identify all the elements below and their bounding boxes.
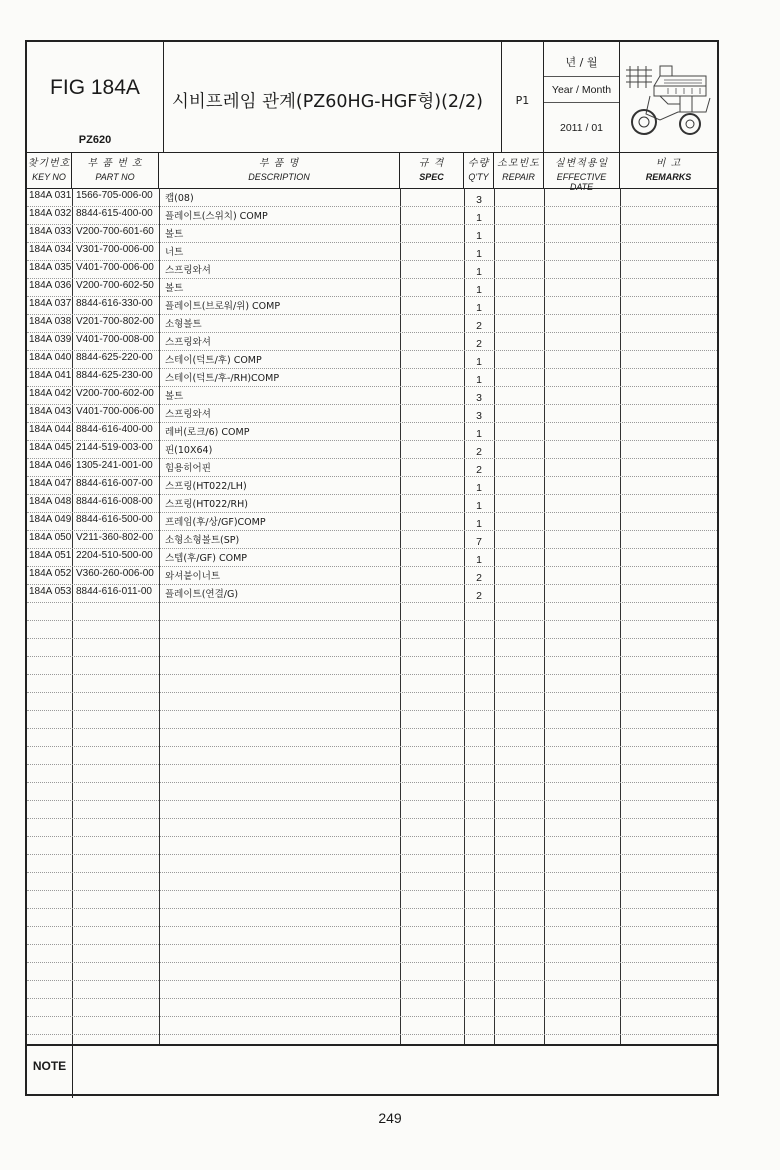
page-number: 249 xyxy=(378,1110,402,1126)
year-month-label-ko: 년 / 월 xyxy=(544,42,619,77)
key-no-cell: 184A 032 xyxy=(29,208,72,219)
part-no-cell: V401-700-006-00 xyxy=(76,262,154,273)
qty-cell: 1 xyxy=(476,266,482,278)
table-row xyxy=(27,404,717,422)
key-no-cell: 184A 035 xyxy=(29,262,72,273)
col-spec-ko: 규 격 xyxy=(418,158,445,169)
qty-cell: 1 xyxy=(476,284,482,296)
key-no-cell: 184A 034 xyxy=(29,244,72,255)
description-cell: 볼트 xyxy=(165,391,184,402)
col-part-no-en: PART NO xyxy=(95,172,135,182)
parts-sheet xyxy=(25,40,719,1096)
col-qty xyxy=(464,152,494,188)
key-no-cell: 184A 036 xyxy=(29,280,72,291)
qty-cell: 2 xyxy=(476,446,482,458)
key-no-cell: 184A 048 xyxy=(29,496,72,507)
table-row xyxy=(27,440,717,458)
description-cell: 스프링와셔 xyxy=(165,265,211,276)
col-remarks-ko: 비 고 xyxy=(655,158,682,169)
table-row xyxy=(27,584,717,602)
description-cell: 프레임(후/상/GF)COMP xyxy=(165,517,266,528)
key-no-cell: 184A 040 xyxy=(29,352,72,363)
description-cell: 핀(10X64) xyxy=(165,445,213,456)
part-no-cell: V360-260-006-00 xyxy=(76,568,154,579)
table-row xyxy=(27,224,717,242)
qty-cell: 1 xyxy=(476,482,482,494)
part-no-cell: V301-700-006-00 xyxy=(76,244,154,255)
col-description-en: DESCRIPTION xyxy=(248,172,310,182)
key-no-cell: 184A 050 xyxy=(29,532,72,543)
part-no-cell: V200-700-601-60 xyxy=(76,226,154,237)
col-repair-en: REPAIR xyxy=(502,172,535,182)
col-part-no-ko: 부 품 번 호 xyxy=(87,158,143,169)
key-no-cell: 184A 041 xyxy=(29,370,72,381)
qty-cell: 3 xyxy=(476,194,482,206)
qty-cell: 2 xyxy=(476,572,482,584)
table-row xyxy=(27,296,717,314)
description-cell: 플레이트(스위치) COMP xyxy=(165,211,268,222)
part-no-cell: 8844-616-400-00 xyxy=(76,424,153,435)
qty-cell: 2 xyxy=(476,464,482,476)
table-row xyxy=(27,512,717,530)
part-no-cell: 8844-616-011-00 xyxy=(76,586,152,597)
col-repair xyxy=(494,152,544,188)
qty-cell: 1 xyxy=(476,374,482,386)
row-rule xyxy=(27,638,717,639)
key-no-cell: 184A 051 xyxy=(29,550,72,561)
description-cell: 스테이(덕트/후-/RH)COMP xyxy=(165,373,280,384)
description-cell: 소형소형볼트(SP) xyxy=(165,535,240,546)
table-row xyxy=(27,260,717,278)
description-cell: 스테이(덕트/후) COMP xyxy=(165,355,262,366)
part-no-cell: V401-700-008-00 xyxy=(76,334,154,345)
row-rule xyxy=(27,602,717,603)
table-row xyxy=(27,566,717,584)
row-rule xyxy=(27,620,717,621)
row-rule xyxy=(27,890,717,891)
qty-cell: 2 xyxy=(476,320,482,332)
description-cell: 캡(08) xyxy=(165,193,194,204)
part-no-cell: V401-700-006-00 xyxy=(76,406,154,417)
description-cell: 플레이트(연결/G) xyxy=(165,589,239,600)
col-spec xyxy=(400,152,464,188)
parts-table-body xyxy=(27,188,717,1044)
key-no-cell: 184A 052 xyxy=(29,568,72,579)
qty-cell: 1 xyxy=(476,248,482,260)
date-cell xyxy=(544,42,620,152)
part-no-cell: 1566-705-006-00 xyxy=(76,190,153,201)
col-part-no xyxy=(72,152,159,188)
description-cell: 플레이트(브로워/위) COMP xyxy=(165,301,281,312)
col-qty-en: Q'TY xyxy=(468,172,489,182)
part-no-cell: 8844-616-500-00 xyxy=(76,514,153,525)
col-spec-en: SPEC xyxy=(419,172,444,182)
row-rule xyxy=(27,872,717,873)
part-no-cell: 2144-519-003-00 xyxy=(76,442,153,453)
qty-cell: 7 xyxy=(476,536,482,548)
qty-cell: 1 xyxy=(476,518,482,530)
row-rule xyxy=(27,728,717,729)
part-no-cell: 8844-625-230-00 xyxy=(76,370,153,381)
qty-cell: 2 xyxy=(476,338,482,350)
row-rule xyxy=(27,764,717,765)
table-row xyxy=(27,386,717,404)
col-key-no-ko: 찾기번호 xyxy=(27,158,71,169)
qty-cell: 1 xyxy=(476,356,482,368)
description-cell: 스텝(후/GF) COMP xyxy=(165,553,248,564)
description-cell: 힘용히어핀 xyxy=(165,463,211,474)
row-rule xyxy=(27,656,717,657)
table-row xyxy=(27,332,717,350)
col-remarks xyxy=(620,152,717,188)
key-no-cell: 184A 047 xyxy=(29,478,72,489)
description-cell: 볼트 xyxy=(165,283,184,294)
table-row xyxy=(27,494,717,512)
row-rule xyxy=(27,854,717,855)
col-effective-date-en: EFFECTIVE DATE xyxy=(556,172,607,192)
key-no-cell: 184A 042 xyxy=(29,388,72,399)
part-no-cell: 1305-241-001-00 xyxy=(76,460,153,471)
row-rule xyxy=(27,710,717,711)
table-row xyxy=(27,422,717,440)
sheet-header xyxy=(27,42,717,153)
qty-cell: 1 xyxy=(476,428,482,440)
table-row xyxy=(27,530,717,548)
key-no-cell: 184A 033 xyxy=(29,226,72,237)
part-no-cell: 8844-615-400-00 xyxy=(76,208,153,219)
row-rule xyxy=(27,998,717,999)
fig-cell xyxy=(27,42,164,152)
row-rule xyxy=(27,962,717,963)
col-key-no-en: KEY NO xyxy=(32,172,66,182)
description-cell: 스프링(HT022/LH) xyxy=(165,481,247,492)
col-key-no xyxy=(27,152,72,188)
machine-picture-cell xyxy=(620,42,717,152)
row-rule xyxy=(27,746,717,747)
key-no-cell: 184A 045 xyxy=(29,442,72,453)
table-row xyxy=(27,368,717,386)
col-effective-date xyxy=(544,152,620,192)
row-rule xyxy=(27,1034,717,1035)
part-no-cell: V200-700-602-50 xyxy=(76,280,154,291)
table-row xyxy=(27,548,717,566)
table-row xyxy=(27,350,717,368)
part-no-cell: 8844-616-330-00 xyxy=(76,298,153,309)
row-rule xyxy=(27,836,717,837)
key-no-cell: 184A 038 xyxy=(29,316,72,327)
row-rule xyxy=(27,818,717,819)
table-row xyxy=(27,476,717,494)
tractor-rice-transplanter-icon xyxy=(620,42,717,152)
row-rule xyxy=(27,926,717,927)
col-qty-ko: 수량 xyxy=(467,158,490,169)
qty-cell: 2 xyxy=(476,590,482,602)
qty-cell: 1 xyxy=(476,500,482,512)
description-cell: 레버(로크/6) COMP xyxy=(165,427,250,438)
qty-cell: 1 xyxy=(476,302,482,314)
description-cell: 스프링(HT022/RH) xyxy=(165,499,248,510)
page-ref-cell xyxy=(502,42,544,152)
description-cell: 스프링와셔 xyxy=(165,337,211,348)
key-no-cell: 184A 031 xyxy=(29,190,72,201)
col-description-ko: 부 품 명 xyxy=(258,158,300,169)
key-no-cell: 184A 053 xyxy=(29,586,72,597)
qty-cell: 3 xyxy=(476,410,482,422)
page-ref: P1 xyxy=(515,94,530,107)
key-no-cell: 184A 037 xyxy=(29,298,72,309)
page-title: 시비프레임 관계(PZ60HG-HGF형)(2/2) xyxy=(172,92,483,112)
qty-cell: 1 xyxy=(476,554,482,566)
row-rule xyxy=(27,692,717,693)
key-no-cell: 184A 046 xyxy=(29,460,72,471)
note-section xyxy=(27,1044,717,1098)
key-no-cell: 184A 044 xyxy=(29,424,72,435)
part-no-cell: V211-360-802-00 xyxy=(76,532,154,543)
col-remarks-en: REMARKS xyxy=(645,172,692,182)
row-rule xyxy=(27,674,717,675)
row-rule xyxy=(27,944,717,945)
part-no-cell: 8844-616-008-00 xyxy=(76,496,153,507)
table-row xyxy=(27,458,717,476)
part-no-cell: 8844-625-220-00 xyxy=(76,352,153,363)
table-row xyxy=(27,278,717,296)
description-cell: 볼트 xyxy=(165,229,184,240)
fig-number: FIG 184A xyxy=(50,76,140,99)
qty-cell: 1 xyxy=(476,212,482,224)
model-name: PZ620 xyxy=(78,134,112,146)
key-no-cell: 184A 039 xyxy=(29,334,72,345)
part-no-cell: V200-700-602-00 xyxy=(76,388,154,399)
table-row xyxy=(27,206,717,224)
column-header-row xyxy=(27,152,717,192)
qty-cell: 1 xyxy=(476,230,482,242)
table-row xyxy=(27,242,717,260)
year-month-label-en: Year / Month xyxy=(544,76,619,103)
col-effective-date-ko: 실변적용일 xyxy=(554,158,609,169)
description-cell: 너트 xyxy=(165,247,184,258)
row-rule xyxy=(27,782,717,783)
key-no-cell: 184A 049 xyxy=(29,514,72,525)
table-row xyxy=(27,314,717,332)
issue-date: 2011 / 01 xyxy=(559,122,603,134)
col-repair-ko: 소모빈도 xyxy=(497,158,540,169)
description-cell: 와셔붙이너트 xyxy=(165,571,221,582)
part-no-cell: 8844-616-007-00 xyxy=(76,478,153,489)
row-rule xyxy=(27,800,717,801)
description-cell: 스프링와셔 xyxy=(165,409,211,420)
title-cell xyxy=(164,42,502,152)
key-no-cell: 184A 043 xyxy=(29,406,72,417)
col-description xyxy=(159,152,400,188)
qty-cell: 3 xyxy=(476,392,482,404)
table-row xyxy=(27,188,717,206)
row-rule xyxy=(27,980,717,981)
part-no-cell: 2204-510-500-00 xyxy=(76,550,153,561)
row-rule xyxy=(27,1016,717,1017)
note-label: NOTE xyxy=(27,1046,73,1098)
description-cell: 소형볼트 xyxy=(165,319,202,330)
row-rule xyxy=(27,908,717,909)
part-no-cell: V201-700-802-00 xyxy=(76,316,154,327)
